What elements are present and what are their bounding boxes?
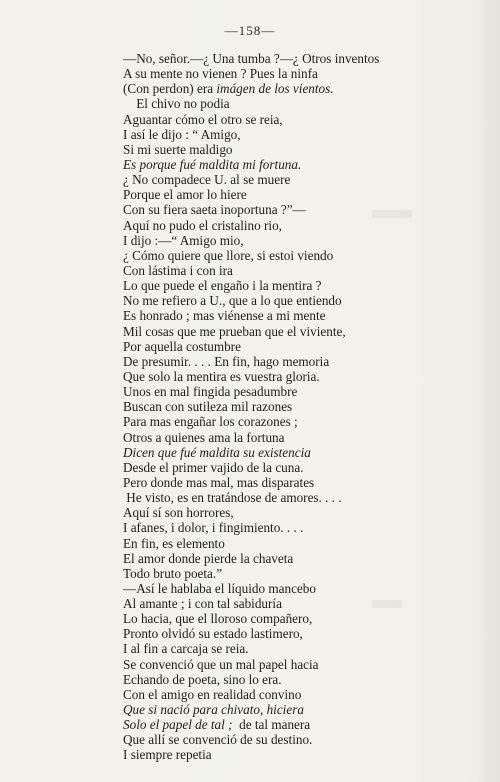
text-segment: Buscan con sutileza mil razones: [123, 399, 293, 415]
text-segment: Otros a quienes ama la fortuna: [123, 429, 285, 445]
text-segment: No me refiero a U., que a lo que entiendo: [123, 293, 342, 309]
text-segment: Al amante ; i con tal sabiduría: [123, 596, 282, 612]
poem-line: [123, 324, 413, 339]
text-segment: Se convenció que un mal papel hacia: [123, 656, 319, 672]
text-segment: Por aquella costumbre: [123, 338, 241, 354]
poem-line: [123, 641, 413, 656]
text-segment: (Con perdon) era: [123, 81, 217, 97]
poem-line: [123, 626, 413, 641]
poem-line: [123, 66, 413, 81]
text-segment: ¿ No compadece U. al se muere: [123, 172, 291, 188]
text-segment: Lo hacia, que el lloroso compañero,: [123, 611, 313, 627]
poem-line: [123, 112, 413, 127]
text-segment: Lo que puede el engaño i la mentira ?: [123, 278, 322, 294]
poem-line: [123, 732, 413, 747]
poem-line: [123, 202, 413, 217]
text-segment: He visto, es en tratándose de amores. . . .: [123, 490, 342, 506]
poem-line: [123, 747, 413, 762]
text-segment: Que solo la mentira es vuestra gloria.: [123, 368, 320, 384]
italic-text: Dicen que fué maldita su existencia: [123, 444, 311, 460]
poem-line: [123, 596, 413, 611]
poem-line: [123, 566, 413, 581]
text-segment: Que allí se convenció de su destino.: [123, 732, 313, 748]
text-segment: Pero donde mas mal, mas disparates: [123, 474, 315, 490]
poem-line: [123, 702, 413, 717]
poem-line: [123, 96, 413, 111]
text-segment: Con lástima i con ira: [123, 262, 233, 278]
text-segment: I al fin a carcaja se reia.: [123, 641, 249, 657]
poem-line: [123, 505, 413, 520]
text-segment: Aquí no pudo el cristalino rio,: [123, 217, 282, 233]
text-segment: Desde el primer vajido de la cuna.: [123, 459, 304, 475]
poem-line: [123, 672, 413, 687]
text-segment: I afanes, i dolor, i fingimiento. . . .: [123, 520, 304, 536]
poem-line: [123, 157, 413, 172]
poem-line: [123, 399, 413, 414]
poem-line: [123, 520, 413, 535]
text-segment: Con el amigo en realidad convino: [123, 686, 302, 702]
page-edge-shading: [474, 0, 500, 782]
text-segment: I siempre repetia: [123, 747, 212, 763]
italic-text: imágen de los vientos.: [216, 81, 334, 97]
poem-line: [123, 172, 413, 187]
poem-line: [123, 581, 413, 596]
poem-line: [123, 127, 413, 142]
text-segment: El chivo no podia: [123, 96, 230, 112]
poem-line: [123, 142, 413, 157]
italic-text: Es porque fué maldita mi fortuna.: [123, 156, 302, 172]
poem-line: [123, 51, 413, 66]
text-segment: —Así le hablaba el líquido mancebo: [123, 580, 316, 596]
poem-line: [123, 339, 413, 354]
text-segment: —No, señor.—¿ Una tumba ?—¿ Otros inventos: [123, 51, 380, 66]
poem-line: [123, 278, 413, 293]
text-segment: A su mente no vienen ? Pues la ninfa: [123, 66, 318, 82]
text-segment: Echando de poeta, sino lo era.: [123, 671, 282, 687]
text-segment: I dijo :—“ Amigo mio,: [123, 232, 244, 248]
poem-line: [123, 263, 413, 278]
poem-text: [123, 51, 413, 763]
poem-line: [123, 536, 413, 551]
poem-line: [123, 81, 413, 96]
text-segment: ¿ Cómo quiere que llore, si estoi viendo: [123, 247, 334, 263]
poem-line: [123, 248, 413, 263]
text-segment: Aguantar cómo el otro se reia,: [123, 111, 283, 127]
poem-line: [123, 218, 413, 233]
text-segment: Con su fiera saeta inoportuna ?”—: [123, 202, 306, 218]
poem-line: [123, 611, 413, 626]
poem-line: [123, 187, 413, 202]
poem-line: [123, 430, 413, 445]
poem-line: [123, 657, 413, 672]
text-segment: de tal manera: [232, 717, 311, 733]
text-segment: Es honrado ; mas viénense a mi mente: [123, 308, 326, 324]
text-segment: De presumir. . . . En fin, hago memoria: [123, 353, 330, 369]
text-segment: Unos en mal fingida pesadumbre: [123, 384, 298, 400]
poem-line: [123, 233, 413, 248]
italic-text: Que si nació para chivato, hiciera: [123, 702, 304, 718]
poem-line: [123, 445, 413, 460]
poem-line: [123, 490, 413, 505]
page-number: —158—: [224, 23, 276, 38]
text-segment: En fin, es elemento: [123, 535, 225, 551]
poem-line: [123, 687, 413, 702]
poem-line: [123, 414, 413, 429]
text-segment: Todo bruto poeta.”: [123, 565, 223, 581]
poem-line: [123, 369, 413, 384]
poem-line: [123, 384, 413, 399]
poem-line: [123, 460, 413, 475]
poem-line: [123, 551, 413, 566]
poem-line: [123, 717, 413, 732]
poem-line: [123, 475, 413, 490]
text-segment: Mil cosas que me prueban que el viviente,: [123, 323, 346, 339]
poem-line: [123, 308, 413, 323]
text-segment: El amor donde pierde la chaveta: [123, 550, 294, 566]
text-segment: Aquí sí son horrores,: [123, 505, 234, 521]
text-segment: Para mas engañar los corazones ;: [123, 414, 298, 430]
poem-line: [123, 293, 413, 308]
poem-line: [123, 354, 413, 369]
text-segment: Pronto olvidó su estado lastimero,: [123, 626, 303, 642]
text-segment: I así le dijo : “ Amigo,: [123, 126, 241, 142]
italic-text: Solo el papel de tal ;: [123, 717, 233, 733]
text-segment: Porque el amor lo hiere: [123, 187, 247, 203]
text-segment: Si mi suerte maldigo: [123, 141, 233, 157]
